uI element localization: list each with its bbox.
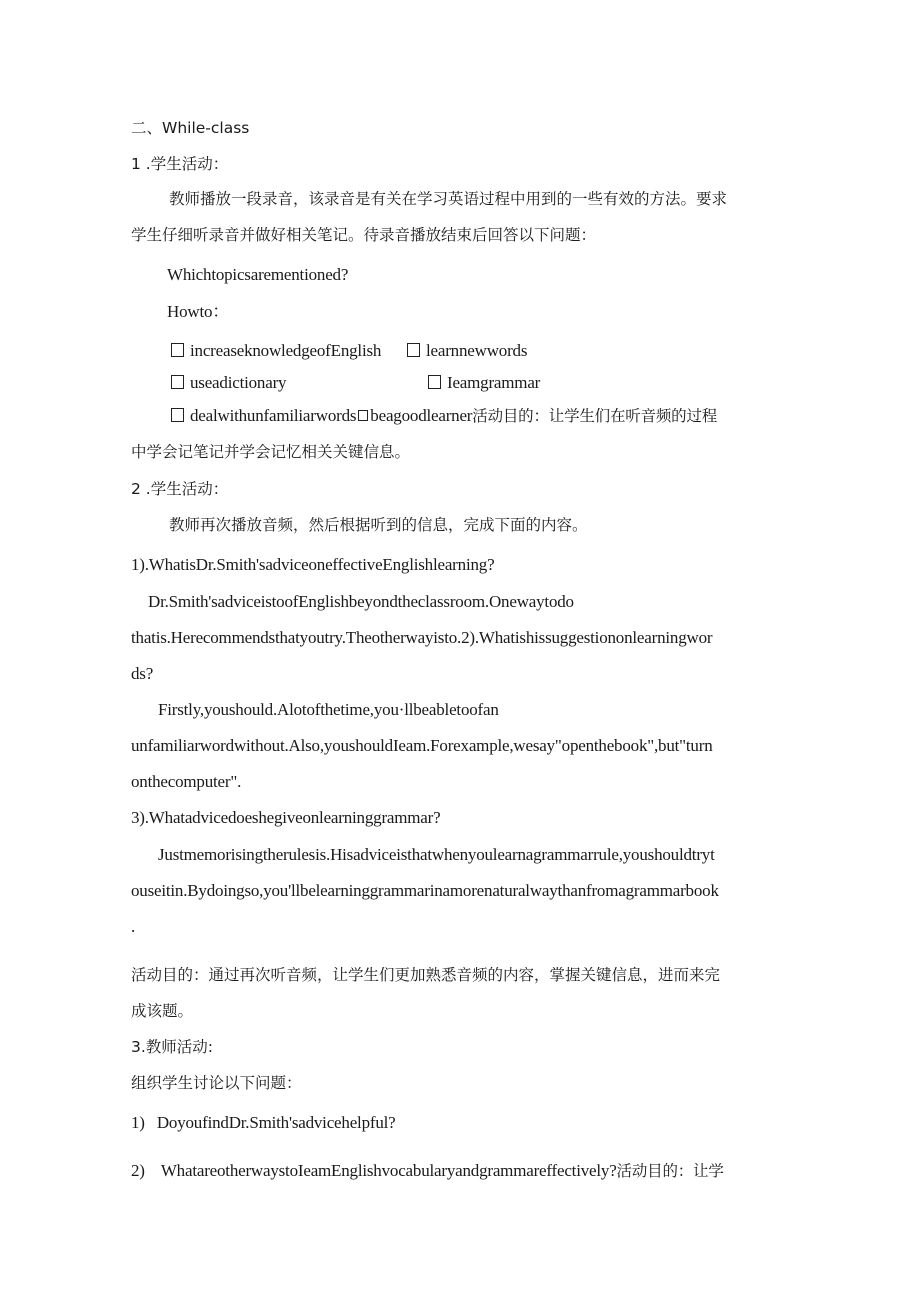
part3-q2-purpose: 活动目的：让学 — [616, 1162, 724, 1180]
part1-question: Whichtopicsarementioned? — [167, 265, 349, 284]
option-learn-grammar: Ieamgrammar — [447, 373, 541, 392]
option-row-1 — [171, 341, 381, 361]
option-good-learner: beagoodlearner — [370, 406, 473, 425]
checkbox-icon[interactable] — [358, 410, 368, 421]
part2-answer2-line3: onthecomputer". — [131, 772, 242, 791]
part2-answer1-line3: ds? — [131, 664, 154, 683]
checkbox-icon[interactable] — [171, 408, 184, 422]
part3-intro: 组织学生讨论以下问题： — [131, 1074, 302, 1092]
option-row-2b — [428, 373, 540, 393]
option-use-dictionary: useadictionary — [190, 373, 287, 392]
part2-answer1-line1: Dr.Smith'sadviceistoofEnglishbeyondtheclassroom.Onewaytodo — [148, 592, 574, 611]
part3-question-1 — [131, 1113, 396, 1133]
part2-answer3-line1: Justmemorisingtherulesis.Hisadviceisthatwhenyoulearnagrammarrule,youshouldtryt — [158, 845, 715, 864]
part1-intro-line1: 教师播放一段录音，该录音是有关在学习英语过程中用到的一些有效的方法。要求 — [169, 190, 728, 208]
part2-answer3-line3: . — [131, 917, 136, 936]
part2-heading: 2 .学生活动： — [131, 480, 229, 498]
part2-question-1: 1).WhatisDr.Smith'sadviceoneffectiveEnglishlearning? — [131, 555, 495, 574]
part3-heading: 3.教师活动: — [131, 1038, 214, 1056]
part1-purpose-line2: 中学会记笔记并学会记忆相关关键信息。 — [131, 443, 411, 461]
part1-heading: 1 .学生活动： — [131, 155, 229, 173]
part3-q2-text: WhatareotherwaystoIeamEnglishvocabularyandgrammareffectively? — [160, 1161, 617, 1180]
part2-answer1-line2: thatis.Herecommendsthatyoutry.Theotherwayisto.2).Whatishissuggestiononlearningwor — [131, 628, 713, 647]
part1-intro-line2: 学生仔细听录音并做好相关笔记。待录音播放结束后回答以下问题： — [131, 226, 597, 244]
part3-q1-text: DoyoufindDr.Smith'sadvicehelpful? — [156, 1113, 396, 1132]
checkbox-icon[interactable] — [171, 375, 184, 389]
option-learn-new-words: learnnewwords — [426, 341, 528, 360]
checkbox-icon[interactable] — [428, 375, 441, 389]
section-title-text: 二、While-class — [131, 119, 250, 137]
option-increase-knowledge: increaseknowledgeofEnglish — [190, 341, 382, 360]
option-row-2 — [171, 373, 286, 393]
section-title — [131, 118, 249, 138]
part3-q2-number: 2) — [131, 1161, 145, 1180]
part2-answer2-line2: unfamiliarwordwithout.Also,youshouldIeam.Forexample,wesay"openthebook",but"turn — [131, 736, 713, 755]
checkbox-icon[interactable] — [407, 343, 420, 357]
part2-intro: 教师再次播放音频，然后根据听到的信息，完成下面的内容。 — [169, 516, 588, 534]
part2-purpose-line2: 成该题。 — [131, 1002, 194, 1020]
part1-howto: Howto： — [167, 302, 230, 321]
option-row-1b — [407, 341, 527, 361]
part3-question-2 — [131, 1161, 724, 1181]
part3-q1-number: 1) — [131, 1113, 145, 1132]
option-row-3 — [171, 406, 717, 426]
part2-answer3-line2: ouseitin.Bydoingso,you'llbelearninggrammarinamorenaturalwaythanfromagrammarbook — [131, 881, 719, 900]
part1-purpose-inline: 活动目的：让学生们在听音频的过程 — [472, 407, 718, 425]
part2-purpose-line1: 活动目的：通过再次听音频，让学生们更加熟悉音频的内容，掌握关键信息，进而来完 — [131, 966, 721, 984]
part2-answer2-line1: Firstly,youshould.Alotofthetime,you·llbeabletoofan — [158, 700, 499, 719]
option-deal-unfamiliar: dealwithunfamiliarwords — [190, 406, 357, 425]
part2-question-3: 3).Whatadvicedoeshegiveonlearninggrammar? — [131, 808, 441, 827]
checkbox-icon[interactable] — [171, 343, 184, 357]
